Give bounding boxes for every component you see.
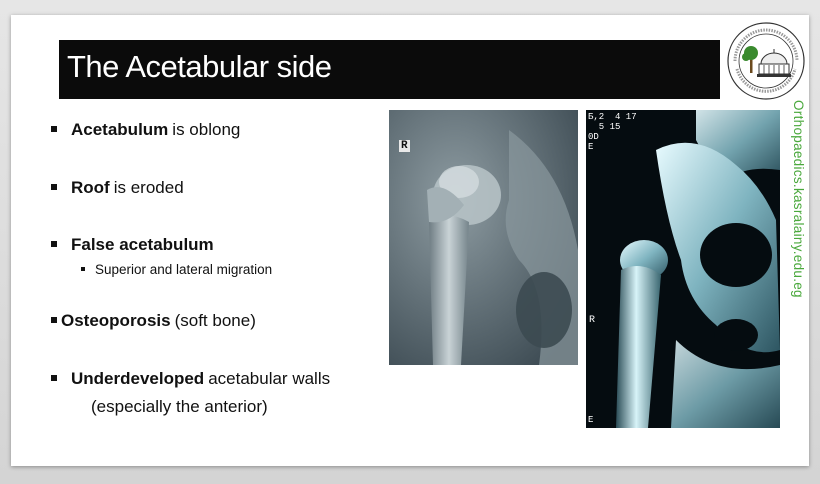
- bullet-underdeveloped: [51, 369, 330, 389]
- sub-bullet-text: Superior and lateral migration: [95, 262, 273, 277]
- bullet-icon: [51, 126, 57, 132]
- xray-image: [389, 110, 578, 365]
- bullet-icon: [51, 241, 57, 247]
- title-bar: [59, 40, 720, 99]
- ct-3d-image: [586, 110, 780, 428]
- sub-bullet-migration: [81, 262, 272, 277]
- bullet-bold: Acetabulum: [71, 120, 169, 139]
- xray-side-marker: R: [401, 140, 408, 152]
- bullet-bold: Underdeveloped: [71, 369, 205, 388]
- bullet-continuation-text: (especially the anterior): [91, 397, 268, 416]
- ct-header-line-1: Б,2 4 17: [588, 112, 637, 122]
- slide-title: The Acetabular side: [67, 49, 332, 84]
- bullet-text: (soft bone): [174, 311, 256, 330]
- ct-header-line-3: 0D: [588, 132, 599, 142]
- bullet-continuation: [91, 397, 268, 417]
- website-url: Orthopaedics.kasralainy.edu.eg: [791, 100, 806, 298]
- slide: [11, 15, 809, 466]
- bullet-icon: [51, 375, 57, 381]
- bullet-bold: Osteoporosis: [61, 311, 171, 330]
- sub-bullet-icon: [81, 267, 85, 271]
- bullet-icon: [51, 317, 57, 323]
- ct-header-line-2: 5 15: [588, 122, 621, 132]
- bullet-roof: [51, 178, 184, 198]
- bullet-acetabulum: [51, 120, 240, 140]
- ct-header-line-4: E: [588, 142, 594, 152]
- ct-side-marker: R: [589, 315, 596, 326]
- department-seal-icon: [723, 19, 809, 103]
- bullet-text: is eroded: [113, 178, 184, 197]
- bullet-bold: Roof: [71, 178, 110, 197]
- bullet-icon: [51, 184, 57, 190]
- ct-footer-label: E: [588, 415, 594, 425]
- bullet-bold: False acetabulum: [71, 235, 214, 254]
- bullet-false-acetabulum: [51, 235, 218, 255]
- bullet-text: acetabular walls: [208, 369, 331, 388]
- bullet-text: is oblong: [172, 120, 241, 139]
- bullet-osteoporosis: [51, 311, 256, 331]
